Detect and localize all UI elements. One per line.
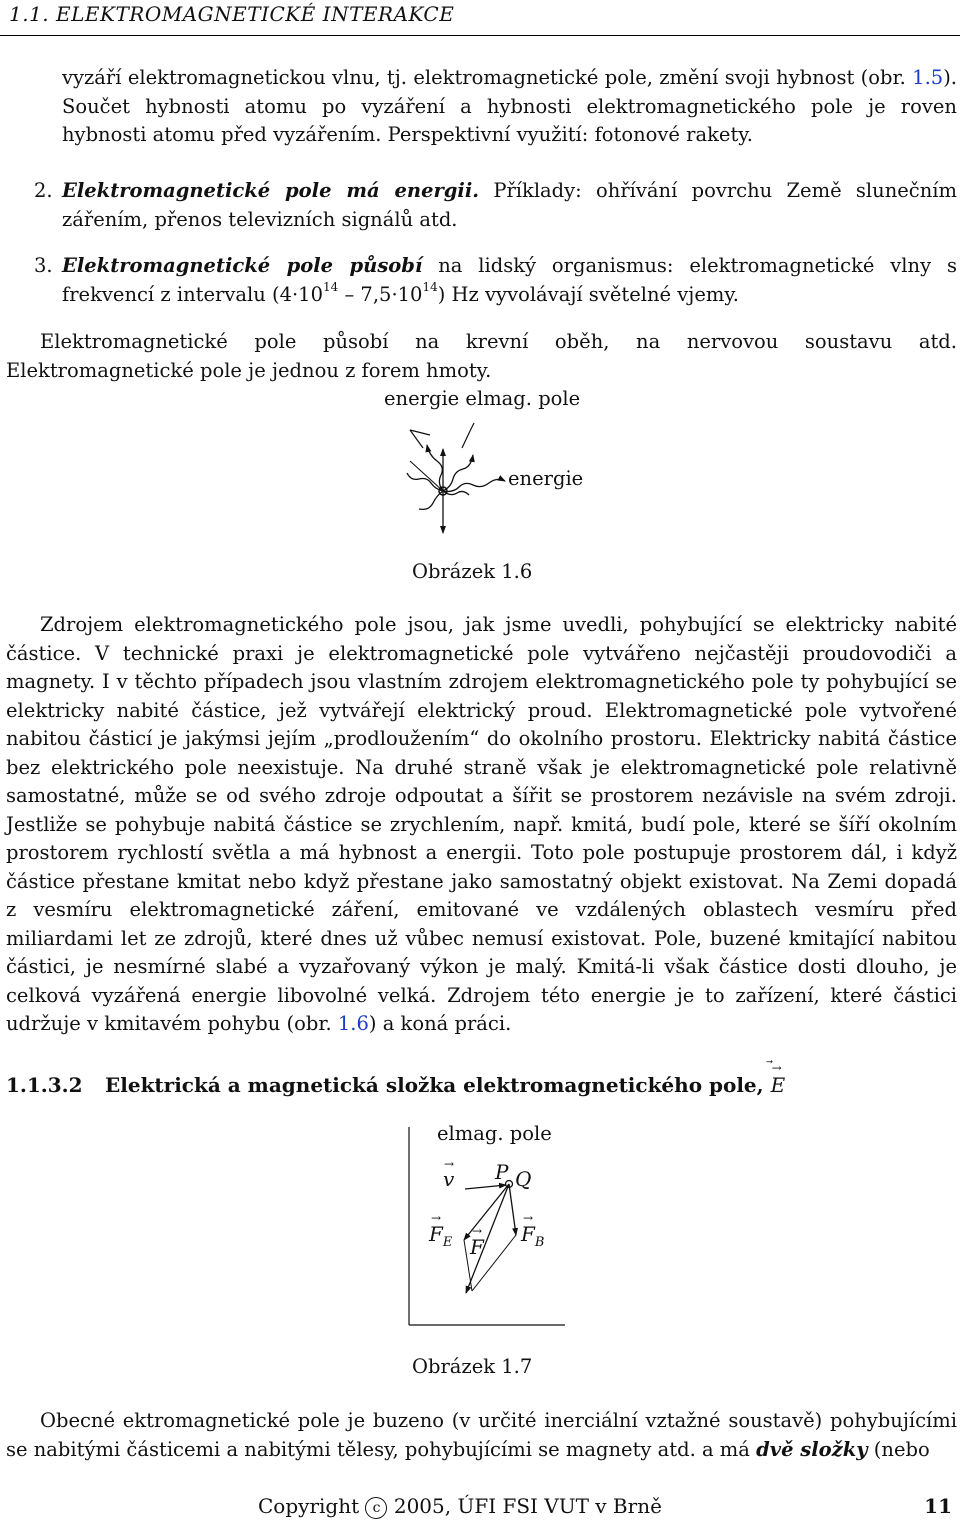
item-3-exp-1: 14 — [323, 280, 339, 294]
item-3-number: 3. — [34, 254, 53, 277]
figure-link-1-6[interactable]: 1.6 — [337, 1012, 369, 1035]
footer-copyright-label: Copyright — [258, 1494, 360, 1518]
item-3-text-b: – 7,5·10 — [344, 282, 423, 306]
wave-up-right — [443, 455, 473, 491]
paragraph-zdroje-text: Zdrojem elektromagnetického pole jsou, jak jsme uvedli, pohybující se elektricky nabité částice. V technické praxi je elektromagnetické pole vytvářeno nejčastěji proudovodiči a magnety. I v těchto případech jsou vlastním zdrojem elektromagnetického pole ty pohybující se elektricky nabité částice, jež vytvářejí elektrický proud. Elektromagnetické pole vytvořené nabitou částicí je jakýmsi jejím „prodloužením“ do okolního prostoru. Elektricky nabitá částice bez elektrického pole neexistuje. Na druhé straně však je elektromagnetické pole relativně samostatné, může se od svého zdroje odpoutat a šířit se prostorem nezávisle na svém zdroji. Jestliže se pohybuje nabitá částice se zrychlením, např. kmitá, budí pole, které se šíří okolním prostorem rychlostí světla a má hybnost a energii. Toto pole postupuje prostorem dál, i když částice přestane kmitat nebo když přestane jako samostatný objekt existovat. Na Zemi dopadá z vesmíru elektromagnetické záření, emitované ve vzdálených oblastech vesmíru před miliardami let ze zdrojů, které dnes už vůbec nemusí existovat. Pole, buzené kmitající nabitou částici, je nesmírné slabé a vyzařovaný výkon je malý. Kmitá-li však částice dosti dlouho, je celková vyzářená energie libovolné velká. Zdrojem této energie je to zařízení, které částici udržuje v kmitavém pohybu (obr. — [6, 613, 957, 1035]
page-number: 11 — [924, 1494, 952, 1518]
intro-text-b: ). — [943, 66, 957, 89]
wave-down-left — [419, 491, 443, 509]
item-3-text-c: ) Hz vyvolávají světelné vjemy. — [437, 282, 740, 306]
paragraph-dve-slozky-text: Obecné ektromagnetické pole je buzeno (v určité inerciální vztažné soustavě) pohybujícími se nabitými částicemi a nabitými tělesy, pohybujícími se magnety atd. a má — [6, 1409, 957, 1461]
figure-1-7-diagram — [400, 1125, 570, 1330]
figure-1-7-label-FE: → $F_E$ — [429, 1211, 453, 1250]
figure-1-7-label-F: → F — [470, 1224, 484, 1259]
item-3-exp-2: 14 — [422, 280, 438, 294]
paragraph-dve-slozky-em: dvě složky — [756, 1437, 868, 1461]
footer-text: 2005, ÚFI FSI VUT v Brně — [393, 1494, 662, 1518]
header-rule — [0, 35, 960, 36]
item-2-number: 2. — [34, 179, 53, 202]
figure-1-7-label-P: P — [495, 1160, 509, 1184]
item-3-text-a: na lidský organismus: elektromagnetické vlny s frekvencí z intervalu (4·10 — [62, 254, 957, 306]
figure-1-6-diagram — [370, 415, 610, 545]
figure-1-7-label-v: → v — [443, 1157, 455, 1191]
vector-FE — [464, 1184, 509, 1240]
wave-left — [407, 473, 443, 491]
item-2 — [62, 177, 957, 234]
figure-1-6-caption: Obrázek 1.6 — [412, 560, 533, 583]
paragraph-zdroje — [6, 611, 957, 1039]
section-title-text: Elektrická a magnetická složka elektromagnetického pole, — [105, 1073, 764, 1097]
section-symbol: → E — [770, 1061, 786, 1097]
section-number: 1.1.3.2 — [6, 1073, 83, 1097]
figure-1-6-label-top: energie elmag. pole — [384, 387, 581, 410]
paragraph-hmota: Elektromagnetické pole působí na krevní oběh, na nervovou soustavu atd. Elektromagnetické pole je jednou z forem hmoty. — [6, 330, 957, 382]
figure-1-7-label-top: elmag. pole — [437, 1122, 552, 1145]
footer-copyright — [258, 1494, 662, 1519]
figure-1-6-label-right: energie — [508, 467, 584, 490]
vector-FB — [509, 1184, 516, 1235]
vector-v — [465, 1185, 506, 1189]
intro-text-a: vyzáří elektromagnetickou vlnu, tj. elektromagnetické pole, změní svoji hybnost (obr. — [62, 66, 913, 89]
figure-1-7-caption: Obrázek 1.7 — [412, 1355, 533, 1378]
copyright-symbol: c — [365, 1497, 387, 1519]
running-head: 1.1. ELEKTROMAGNETICKÉ INTERAKCE — [9, 2, 455, 26]
paragraph-zdroje-end: ) a koná práci. — [368, 1012, 512, 1035]
item-3-title: Elektromagnetické pole působí — [62, 254, 423, 277]
intro-text-rest: Součet hybnosti atomu po vyzáření a hybnosti elektromagnetického pole je roven hybnosti atomu před vyzářením. Perspektivní využití: fotonové rakety. — [62, 94, 957, 146]
figure-1-7-label-Q: Q — [515, 1167, 532, 1191]
paragraph-dve-slozky-end: (nebo — [867, 1437, 930, 1461]
figure-line-right — [462, 431, 470, 448]
figure-1-7-label-FB: → $F_B$ — [521, 1211, 545, 1250]
figure-link-1-5[interactable]: 1.5 — [912, 66, 944, 89]
paragraph-dve-slozky — [6, 1407, 957, 1464]
item-2-title: Elektromagnetické pole má energii. — [62, 179, 480, 202]
section-title — [105, 1061, 786, 1097]
item-3 — [62, 252, 957, 309]
intro-paragraph — [62, 64, 957, 150]
item-2-text: Příklady: ohřívání povrchu Země slunečním zářením, přenos televizních signálů atd. — [62, 179, 958, 231]
